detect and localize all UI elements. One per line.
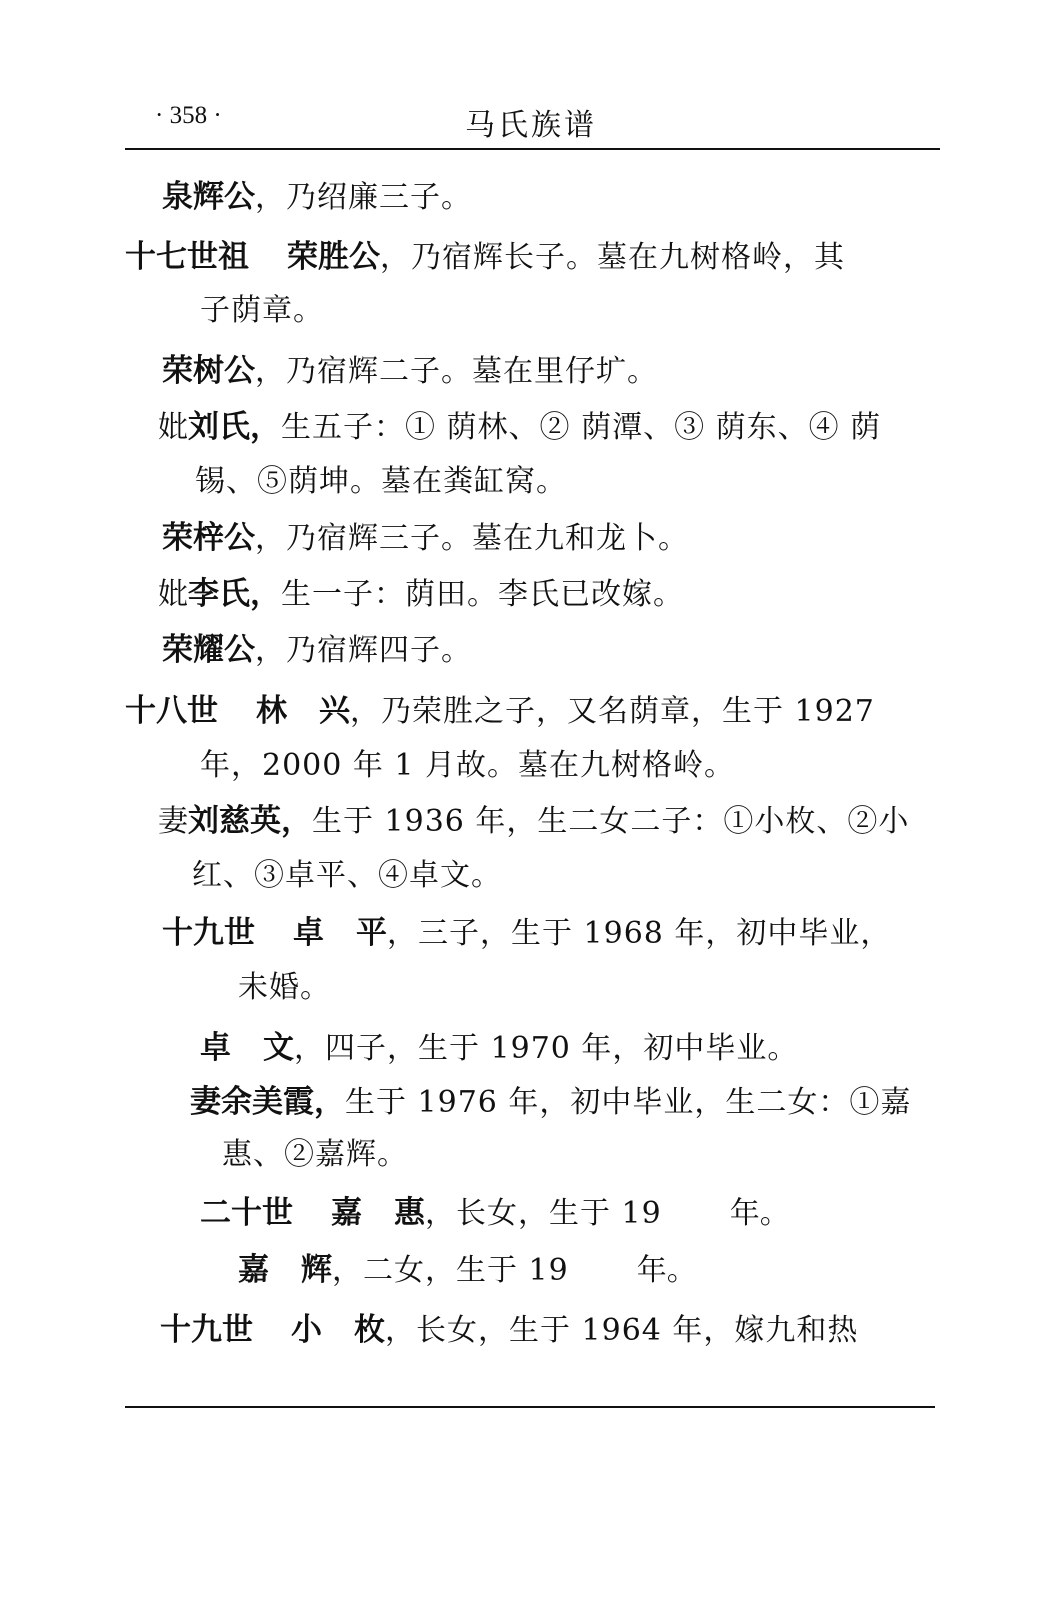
entry-line bbox=[190, 1082, 911, 1123]
person-name-first: 林 bbox=[256, 693, 287, 729]
generation-label: 十九世 bbox=[162, 915, 255, 951]
person-name: 荣耀公 bbox=[162, 632, 255, 668]
entry-line bbox=[158, 574, 684, 615]
entry-line bbox=[125, 237, 845, 278]
entry-continuation: 子荫章。 bbox=[200, 293, 324, 328]
person-name-first: 嘉 bbox=[331, 1195, 362, 1231]
entry-line bbox=[162, 351, 658, 392]
entry-line bbox=[162, 518, 689, 559]
entry-line bbox=[200, 1028, 798, 1069]
person-name-second: 平 bbox=[356, 915, 387, 951]
generation-label: 十八世 bbox=[125, 693, 218, 729]
entry-continuation: 锡、⑤荫坤。墓在粪缸窝。 bbox=[195, 464, 567, 499]
entry-text: 生一子：荫田。李氏已改嫁。 bbox=[281, 577, 684, 612]
entry-continuation: 年，2000 年 1 月故。墓在九树格岭。 bbox=[200, 748, 736, 783]
person-name: 荣梓公 bbox=[162, 520, 255, 556]
person-name-second: 枚 bbox=[354, 1312, 385, 1348]
spouse-name: 刘慈英， bbox=[188, 803, 312, 839]
entry-text: ，三子，生于 1968 年，初中毕业， bbox=[387, 916, 892, 951]
entry-text: ，乃宿辉四子。 bbox=[255, 633, 472, 668]
entry-text-tail: 年。 bbox=[636, 1253, 697, 1288]
entry-line bbox=[200, 1193, 790, 1234]
entry-text: ，长女，生于 19 bbox=[425, 1196, 662, 1231]
relation-prefix: 妻 bbox=[158, 804, 188, 839]
person-name: 荣树公 bbox=[162, 353, 255, 389]
relation-prefix: 妣 bbox=[158, 410, 188, 445]
entry-text: ，乃宿辉三子。墓在九和龙卜。 bbox=[255, 521, 689, 556]
person-name: 泉辉公 bbox=[162, 179, 255, 215]
spouse-name: 妻 bbox=[190, 1084, 221, 1120]
spouse-name: 余美霞， bbox=[221, 1084, 345, 1120]
entry-text: ，四子，生于 1970 年，初中毕业。 bbox=[294, 1031, 799, 1066]
page-number: · 358 · bbox=[155, 102, 222, 129]
spouse-name: 李氏， bbox=[188, 576, 281, 612]
entry-text-tail: 年。 bbox=[729, 1196, 790, 1231]
person-name-second: 兴 bbox=[319, 693, 350, 729]
spouse-name: 刘氏， bbox=[188, 409, 281, 445]
entry-line bbox=[238, 1250, 697, 1291]
entry-text: ，乃绍廉三子。 bbox=[255, 180, 472, 215]
entry-continuation: 惠、②嘉辉。 bbox=[222, 1137, 408, 1172]
book-title: 马氏族谱 bbox=[465, 108, 597, 143]
generation-label: 十七世祖 bbox=[125, 239, 249, 275]
person-name-second: 惠 bbox=[394, 1195, 425, 1231]
entry-text: 生于 1976 年，初中毕业，生二女：①嘉 bbox=[345, 1085, 912, 1120]
entry-text: ，乃宿辉长子。墓在九树格岭，其 bbox=[380, 240, 845, 275]
entry-line bbox=[160, 1310, 858, 1351]
person-name: 荣胜公 bbox=[287, 239, 380, 275]
entry-text: ，乃宿辉二子。墓在里仔圹。 bbox=[255, 354, 658, 389]
entry-text: ，长女，生于 1964 年，嫁九和热 bbox=[385, 1313, 859, 1348]
person-name-first: 嘉 bbox=[238, 1252, 269, 1288]
entry-line bbox=[162, 630, 472, 671]
entry-text: ，乃荣胜之子，又名荫章，生于 1927 bbox=[350, 694, 875, 729]
entry-text: 生于 1936 年，生二女二子：①小枚、②小 bbox=[312, 804, 910, 839]
person-name-second: 文 bbox=[263, 1030, 294, 1066]
entry-text: ，二女，生于 19 bbox=[332, 1253, 569, 1288]
entry-line bbox=[158, 407, 881, 448]
page-header bbox=[125, 100, 940, 142]
entry-continuation: 未婚。 bbox=[238, 970, 331, 1005]
relation-prefix: 妣 bbox=[158, 577, 188, 612]
entry-line bbox=[158, 801, 909, 842]
footer-rule bbox=[125, 1406, 935, 1408]
person-name-first: 小 bbox=[291, 1312, 322, 1348]
entry-line bbox=[162, 913, 891, 954]
person-name-first: 卓 bbox=[293, 915, 324, 951]
header-rule bbox=[125, 148, 940, 150]
entry-text: 生五子：① 荫林、② 荫潭、③ 荫东、④ 荫 bbox=[281, 410, 882, 445]
entry-line bbox=[162, 177, 472, 218]
generation-label: 十九世 bbox=[160, 1312, 253, 1348]
entry-line bbox=[125, 691, 875, 732]
entry-continuation: 红、③卓平、④卓文。 bbox=[192, 858, 502, 893]
person-name-first: 卓 bbox=[200, 1030, 231, 1066]
person-name-second: 辉 bbox=[301, 1252, 332, 1288]
generation-label: 二十世 bbox=[200, 1195, 293, 1231]
